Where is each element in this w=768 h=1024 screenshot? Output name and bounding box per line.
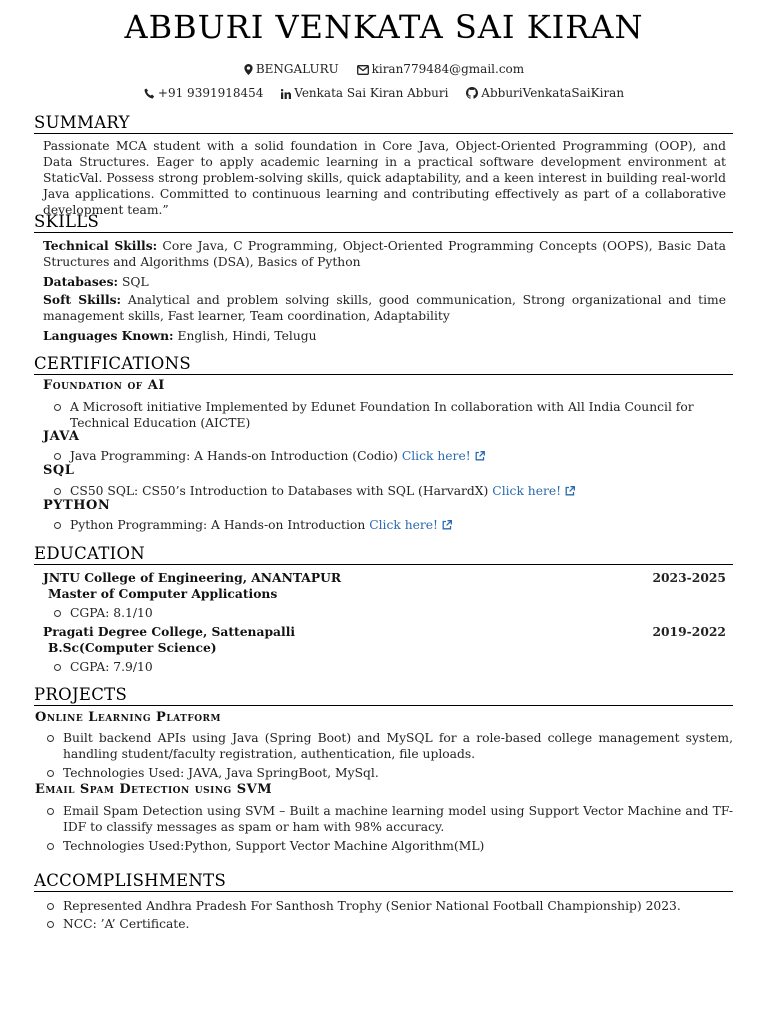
skills-databases: [43, 274, 726, 290]
cert-list-ai: [50, 399, 726, 431]
github-text[interactable]: AbburiVenkataSaiKiran: [481, 85, 625, 100]
project-heading-2: Email Spam Detection using SVM: [35, 782, 273, 797]
skills-technical-label: Technical Skills:: [43, 238, 158, 253]
skills-soft-value: Analytical and problem solving skills, good communication, Strong organizational and time management skills, Fast learner, Team coordination, Adaptability: [43, 293, 726, 323]
project-bullets-2: [43, 803, 733, 854]
skills-soft: [43, 292, 726, 324]
education-grade: CGPA: 7.9/10: [50, 659, 726, 675]
cert-heading-ai: Foundation of AI: [43, 378, 165, 393]
contact-row-1: [0, 61, 768, 76]
project-bullet: Technologies Used:Python, Support Vector Machine Algorithm(ML): [43, 838, 733, 854]
phone-item[interactable]: [144, 86, 264, 100]
map-marker-icon: [244, 64, 253, 75]
project-bullet: Email Spam Detection using SVM – Built a machine learning model using Support Vector Machine and TF-IDF to classify messages as spam or ham with 98% accuracy.: [43, 803, 733, 835]
skills-heading: SKILLS: [34, 212, 733, 233]
education-institution: JNTU College of Engineering, ANANTAPUR: [43, 570, 342, 585]
envelope-icon: [357, 65, 369, 75]
education-years: 2023-2025: [652, 570, 726, 585]
cert-heading-python: PYTHON: [43, 498, 111, 513]
cert-link-sql[interactable]: Click here!: [492, 484, 562, 498]
accomplishment-item: Represented Andhra Pradesh For Santhosh Trophy (Senior National Football Championship) 2023.: [43, 898, 733, 914]
cert-list-python: [50, 517, 726, 533]
skills-languages-label: Languages Known:: [43, 328, 174, 343]
education-entry-1: [43, 570, 726, 585]
projects-heading: PROJECTS: [34, 685, 733, 706]
cert-text-ai: A Microsoft initiative Implemented by Edunet Foundation In collaboration with All India Council for Technical Education (AICTE): [70, 400, 694, 430]
linkedin-icon: [281, 89, 291, 99]
education-degree: B.Sc(Computer Science): [48, 640, 217, 655]
education-grade: CGPA: 8.1/10: [50, 605, 726, 621]
skills-technical: [43, 238, 726, 270]
external-link-icon[interactable]: [565, 486, 575, 496]
linkedin-text[interactable]: Venkata Sai Kiran Abburi: [294, 85, 449, 100]
skills-languages-value: English, Hindi, Telugu: [177, 329, 317, 343]
cert-text-python: Python Programming: A Hands-on Introduction: [70, 518, 366, 532]
email-text[interactable]: kiran779484@gmail.com: [371, 61, 525, 76]
cert-heading-sql: SQL: [43, 463, 75, 478]
project-bullet: Built backend APIs using Java (Spring Boot) and MySQL for a role-based college management system, handling student/faculty registration, authentication, file uploads.: [43, 730, 733, 762]
cert-link-java[interactable]: Click here!: [401, 449, 471, 463]
education-heading: EDUCATION: [34, 544, 733, 565]
cert-heading-java: JAVA: [43, 429, 80, 444]
cert-item-python: [50, 517, 726, 533]
github-icon: [466, 87, 478, 99]
accomplishment-item: NCC: ’A’ Certificate.: [43, 916, 733, 932]
cert-text-sql: CS50 SQL: CS50’s Introduction to Databases with SQL (HarvardX): [70, 484, 489, 498]
linkedin-item[interactable]: [281, 86, 448, 100]
cert-link-python[interactable]: Click here!: [369, 518, 439, 532]
email-item[interactable]: [357, 62, 525, 76]
certifications-heading: CERTIFICATIONS: [34, 354, 733, 375]
education-degree: Master of Computer Applications: [48, 586, 278, 601]
skills-soft-label: Soft Skills:: [43, 292, 122, 307]
skills-technical-value: Core Java, C Programming, Object-Oriented Programming Concepts (OOPS), Basic Data Structures and Algorithms (DSA), Basics of Python: [43, 239, 726, 269]
summary-text: Passionate MCA student with a solid foundation in Core Java, Object-Oriented Programming (OOP), and Data Structures. Eager to apply academic learning in a practical software development environment at StaticVal. Possess strong problem-solving skills, quick adaptability, and a keen interest in building real-world Java applications. Committed to continuous learning and contributing effectively as part of a collaborative development team.”: [43, 139, 726, 217]
accomplishments-heading: ACCOMPLISHMENTS: [34, 871, 733, 892]
candidate-name: ABBURI VENKATA SAI KIRAN: [124, 8, 644, 46]
project-bullets-1: [43, 730, 733, 781]
cert-list-java: [50, 448, 726, 464]
cert-list-sql: [50, 483, 726, 499]
project-heading-1: Online Learning Platform: [35, 710, 222, 725]
phone-icon: [144, 88, 155, 99]
cert-item-ai: [50, 399, 726, 431]
skills-databases-value: SQL: [121, 275, 149, 289]
github-item[interactable]: [466, 86, 624, 100]
accomplishments-list: [43, 898, 733, 932]
location-item: [244, 62, 339, 76]
summary-heading: SUMMARY: [34, 113, 733, 134]
phone-text[interactable]: +91 9391918454: [157, 85, 264, 100]
project-bullet: Technologies Used: JAVA, Java SpringBoot, MySql.: [43, 765, 733, 781]
education-institution: Pragati Degree College, Sattenapalli: [43, 624, 296, 639]
contact-row-2: [0, 85, 768, 100]
cert-item-java: [50, 448, 726, 464]
skills-languages: [43, 328, 726, 344]
location-text: BENGALURU: [255, 61, 339, 76]
external-link-icon[interactable]: [475, 451, 485, 461]
external-link-icon[interactable]: [442, 520, 452, 530]
cert-item-sql: [50, 483, 726, 499]
education-grade-list-2: [50, 659, 726, 675]
cert-text-java: Java Programming: A Hands-on Introduction (Codio): [70, 449, 398, 463]
education-years: 2019-2022: [652, 624, 726, 639]
education-entry-2: [43, 624, 726, 639]
education-grade-list-1: [50, 605, 726, 621]
skills-databases-label: Databases:: [43, 274, 119, 289]
